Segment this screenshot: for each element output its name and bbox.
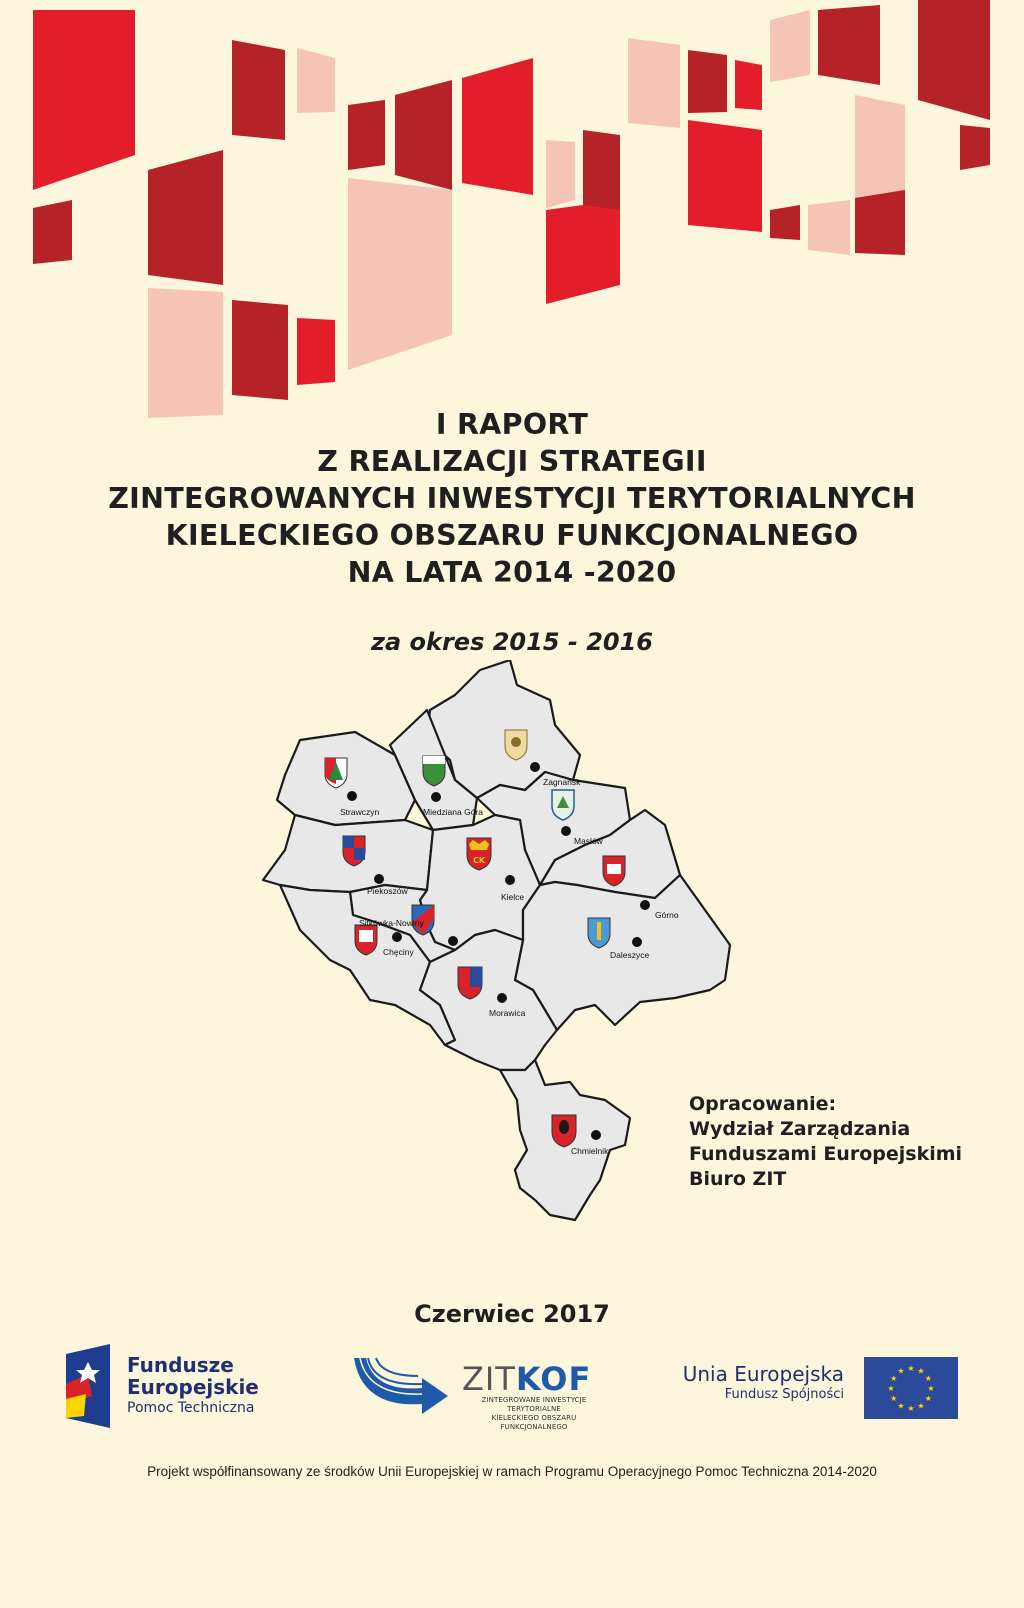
prepared-by-line-1: Wydział Zarządzania (689, 1118, 911, 1140)
dot-zagnansk (530, 762, 540, 772)
prepared-by-line-3: Biuro ZIT (689, 1168, 787, 1190)
prepared-by (689, 1092, 962, 1192)
eu-star-icon: ★ (897, 1366, 905, 1376)
report-period: za okres 2015 - 2016 (371, 628, 653, 656)
zitkof-sub-1: ZINTEGROWANE INWESTYCJE TERYTORIALNE (481, 1396, 587, 1413)
fundusze-europejskie-logo-icon (66, 1344, 110, 1428)
eu-line-2: Fundusz Spójności (724, 1387, 844, 1402)
title-line-3: ZINTEGROWANYCH INWESTYCJI TERYTORIALNYCH (108, 482, 916, 515)
eu-star-icon: ★ (907, 1404, 915, 1413)
eu-star-icon: ★ (887, 1384, 895, 1393)
eu-line-1: Unia Europejska (682, 1362, 844, 1386)
label-checiny: Chęciny (383, 947, 414, 957)
dot-chmielnik (591, 1130, 601, 1140)
dot-daleszyce (632, 937, 642, 947)
title-line-5: NA LATA 2014 -2020 (347, 556, 677, 589)
crest-piekoszow-icon (343, 836, 365, 866)
eu-star-icon: ★ (924, 1374, 932, 1383)
crest-zagnansk-icon (505, 730, 527, 760)
zitkof-logo-icon (352, 1356, 452, 1416)
eu-flag-icon (864, 1357, 958, 1419)
crest-gorno-icon (603, 856, 625, 886)
fe-line-3: Pomoc Techniczna (127, 1400, 255, 1416)
label-piekoszow: Piekoszów (367, 886, 408, 896)
dot-kielce (505, 875, 515, 885)
crest-checiny-icon (355, 925, 377, 955)
zitkof-name: ZITKOF (462, 1360, 592, 1398)
fe-logo-text (127, 1354, 259, 1418)
crest-strawczyn-icon (325, 758, 347, 788)
eu-star-icon: ★ (927, 1384, 935, 1393)
crest-kielce-icon (467, 838, 491, 870)
dot-morawica (497, 993, 507, 1003)
eu-star-icon: ★ (907, 1364, 915, 1373)
dot-maslow (561, 826, 571, 836)
label-gorno: Górno (655, 910, 679, 920)
eu-star-icon: ★ (917, 1366, 925, 1376)
cofinancing-note: Projekt współfinansowany ze środków Unii Europejskiej w ramach Programu Operacyjnego Pomoc Techniczna 2014-2020 (147, 1464, 877, 1479)
prepared-by-label: Opracowanie: (689, 1093, 837, 1115)
label-morawica: Morawica (489, 1008, 526, 1018)
dot-checiny (392, 932, 402, 942)
label-strawczyn: Strawczyn (340, 807, 380, 817)
eu-star-icon: ★ (917, 1401, 925, 1411)
dot-strawczyn (347, 791, 357, 801)
crest-daleszyce-icon (588, 918, 610, 948)
label-daleszyce: Daleszyce (610, 950, 650, 960)
eu-star-icon: ★ (890, 1394, 898, 1403)
pattern-shapes (33, 0, 990, 418)
dot-piekoszow (374, 874, 384, 884)
crest-kielce-label: CK (472, 856, 486, 865)
publication-date: Czerwiec 2017 (414, 1300, 610, 1328)
header-pattern (0, 0, 1024, 430)
label-chmielnik: Chmielnik (571, 1146, 609, 1156)
crest-chmielnik-icon (552, 1115, 576, 1147)
title-line-2: Z REALIZACJI STRATEGII (317, 445, 707, 478)
fe-line-2: Europejskie (127, 1375, 259, 1399)
dot-gorno (640, 900, 650, 910)
label-kielce: Kielce (501, 892, 525, 902)
eu-star-icon: ★ (897, 1401, 905, 1411)
label-maslow: Masłów (574, 836, 603, 846)
eu-star-icon: ★ (924, 1394, 932, 1403)
label-zagnansk: Zagnańsk (543, 777, 581, 787)
prepared-by-line-2: Funduszami Europejskimi (689, 1143, 963, 1165)
crest-miedziana-gora-icon (423, 756, 445, 786)
dot-sitkowka (448, 936, 458, 946)
crest-morawica-icon (458, 967, 482, 999)
label-miedziana-gora: Miedziana Góra (423, 807, 484, 817)
title-line-1: I RAPORT (435, 408, 589, 441)
fe-line-1: Fundusze (127, 1353, 234, 1377)
eu-logo-text (683, 1362, 844, 1404)
zitkof-sub-2: KIELECKIEGO OBSZARU FUNKCJONALNEGO (491, 1414, 577, 1431)
label-sitkowka: Sitkówka-Nowiny (359, 918, 424, 928)
report-title (0, 406, 1024, 591)
eu-star-icon: ★ (890, 1374, 898, 1383)
crest-maslow-icon (552, 790, 574, 820)
kof-map (255, 660, 755, 1240)
dot-miedziana-gora (431, 792, 441, 802)
zitkof-logo-text (462, 1362, 606, 1432)
title-line-4: KIELECKIEGO OBSZARU FUNKCJONALNEGO (165, 519, 859, 552)
